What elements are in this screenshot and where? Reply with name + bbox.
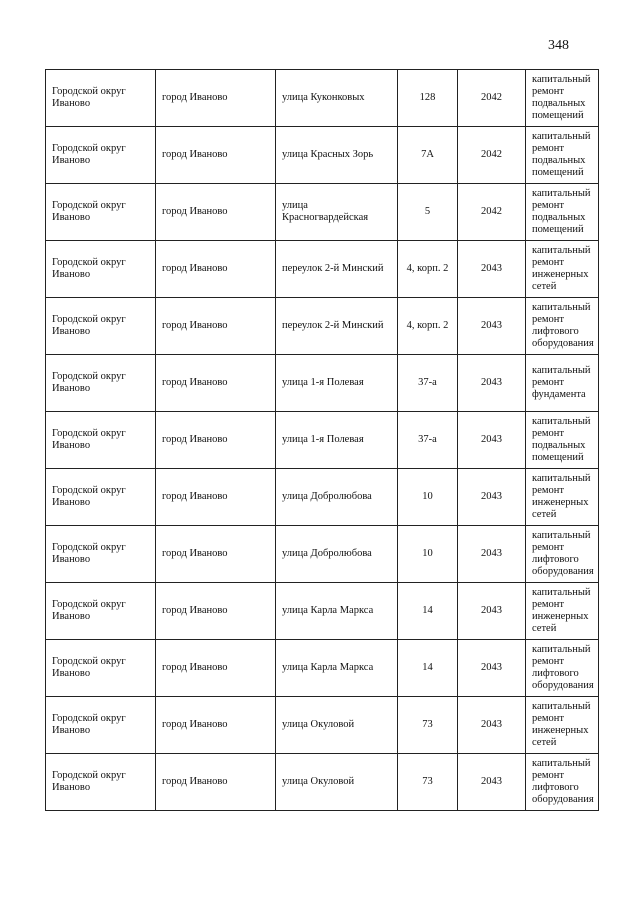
repair-year-cell: 2042 <box>458 70 526 127</box>
repair-year-cell: 2043 <box>458 355 526 412</box>
street-cell: улица 1-я Полевая <box>276 412 398 469</box>
street-cell: улица Красных Зорь <box>276 127 398 184</box>
work-type-cell: капитальный ремонт подвальных помещений <box>526 70 599 127</box>
table-row <box>46 355 599 412</box>
work-type-cell: капитальный ремонт инженерных сетей <box>526 697 599 754</box>
table-row <box>46 640 599 697</box>
city-cell: город Иваново <box>156 241 276 298</box>
work-type-cell: капитальный ремонт инженерных сетей <box>526 583 599 640</box>
work-type-cell: капитальный ремонт подвальных помещений <box>526 127 599 184</box>
city-cell: город Иваново <box>156 412 276 469</box>
house-number-cell: 10 <box>398 526 458 583</box>
work-type-cell: капитальный ремонт лифтового оборудования <box>526 640 599 697</box>
street-cell: улица Карла Маркса <box>276 640 398 697</box>
page-number: 348 <box>548 38 569 53</box>
street-cell: переулок 2-й Минский <box>276 298 398 355</box>
house-number-cell: 5 <box>398 184 458 241</box>
table-row <box>46 526 599 583</box>
street-cell: улица Добролюбова <box>276 469 398 526</box>
house-number-cell: 73 <box>398 754 458 811</box>
city-cell: город Иваново <box>156 697 276 754</box>
house-number-cell: 14 <box>398 583 458 640</box>
municipal-district-cell: Городской округ Иваново <box>46 412 156 469</box>
repair-year-cell: 2043 <box>458 583 526 640</box>
repair-year-cell: 2043 <box>458 469 526 526</box>
city-cell: город Иваново <box>156 583 276 640</box>
house-number-cell: 14 <box>398 640 458 697</box>
municipal-district-cell: Городской округ Иваново <box>46 469 156 526</box>
work-type-cell: капитальный ремонт лифтового оборудования <box>526 754 599 811</box>
street-cell: улица Окуловой <box>276 697 398 754</box>
city-cell: город Иваново <box>156 184 276 241</box>
table-row <box>46 697 599 754</box>
work-type-cell: капитальный ремонт инженерных сетей <box>526 469 599 526</box>
repair-year-cell: 2042 <box>458 184 526 241</box>
housing-repair-table <box>45 69 599 811</box>
table-row <box>46 184 599 241</box>
city-cell: город Иваново <box>156 70 276 127</box>
table-row <box>46 754 599 811</box>
street-cell: переулок 2-й Минский <box>276 241 398 298</box>
municipal-district-cell: Городской округ Иваново <box>46 640 156 697</box>
work-type-cell: капитальный ремонт лифтового оборудования <box>526 298 599 355</box>
repair-year-cell: 2043 <box>458 241 526 298</box>
table-row <box>46 412 599 469</box>
work-type-cell: капитальный ремонт инженерных сетей <box>526 241 599 298</box>
municipal-district-cell: Городской округ Иваново <box>46 754 156 811</box>
house-number-cell: 10 <box>398 469 458 526</box>
work-type-cell: капитальный ремонт лифтового оборудования <box>526 526 599 583</box>
repair-year-cell: 2043 <box>458 697 526 754</box>
city-cell: город Иваново <box>156 754 276 811</box>
work-type-cell: капитальный ремонт подвальных помещений <box>526 412 599 469</box>
work-type-cell: капитальный ремонт подвальных помещений <box>526 184 599 241</box>
municipal-district-cell: Городской округ Иваново <box>46 298 156 355</box>
house-number-cell: 4, корп. 2 <box>398 298 458 355</box>
street-cell: улица Окуловой <box>276 754 398 811</box>
repair-year-cell: 2043 <box>458 298 526 355</box>
house-number-cell: 73 <box>398 697 458 754</box>
house-number-cell: 128 <box>398 70 458 127</box>
table-row <box>46 127 599 184</box>
repair-year-cell: 2043 <box>458 640 526 697</box>
work-type-cell: капитальный ремонт фундамента <box>526 355 599 412</box>
house-number-cell: 37-а <box>398 355 458 412</box>
municipal-district-cell: Городской округ Иваново <box>46 355 156 412</box>
municipal-district-cell: Городской округ Иваново <box>46 70 156 127</box>
street-cell: улица Куконковых <box>276 70 398 127</box>
repair-year-cell: 2043 <box>458 526 526 583</box>
street-cell: улица 1-я Полевая <box>276 355 398 412</box>
municipal-district-cell: Городской округ Иваново <box>46 184 156 241</box>
municipal-district-cell: Городской округ Иваново <box>46 127 156 184</box>
municipal-district-cell: Городской округ Иваново <box>46 241 156 298</box>
municipal-district-cell: Городской округ Иваново <box>46 583 156 640</box>
house-number-cell: 4, корп. 2 <box>398 241 458 298</box>
table-row <box>46 298 599 355</box>
city-cell: город Иваново <box>156 640 276 697</box>
city-cell: город Иваново <box>156 298 276 355</box>
house-number-cell: 37-а <box>398 412 458 469</box>
street-cell: улица Красногвардейская <box>276 184 398 241</box>
municipal-district-cell: Городской округ Иваново <box>46 697 156 754</box>
repair-year-cell: 2043 <box>458 754 526 811</box>
table-row <box>46 241 599 298</box>
house-number-cell: 7А <box>398 127 458 184</box>
repair-year-cell: 2043 <box>458 412 526 469</box>
table-body <box>46 70 599 811</box>
city-cell: город Иваново <box>156 469 276 526</box>
city-cell: город Иваново <box>156 355 276 412</box>
city-cell: город Иваново <box>156 526 276 583</box>
table-row <box>46 469 599 526</box>
street-cell: улица Карла Маркса <box>276 583 398 640</box>
repair-year-cell: 2042 <box>458 127 526 184</box>
street-cell: улица Добролюбова <box>276 526 398 583</box>
table-row <box>46 583 599 640</box>
municipal-district-cell: Городской округ Иваново <box>46 526 156 583</box>
city-cell: город Иваново <box>156 127 276 184</box>
table-row <box>46 70 599 127</box>
